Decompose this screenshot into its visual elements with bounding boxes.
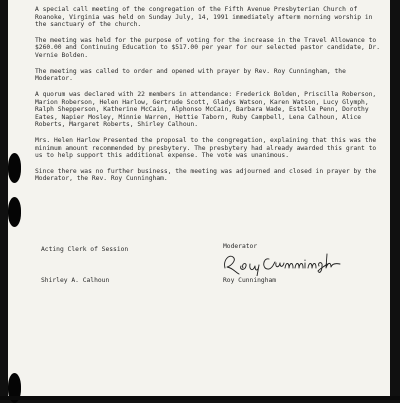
minutes-body	[35, 6, 380, 191]
paragraph-purpose: The meeting was held for the purpose of voting for the increase in the Travel Allowance to $260.00 and Continuing Education to $517.00 per year for our selected pastor candidate, Dr. Vernie Bolden.	[35, 36, 380, 59]
moderator-name: Roy Cunningham	[223, 277, 277, 284]
binder-hole-top	[8, 153, 21, 183]
paragraph-call-to-order: The meeting was called to order and opened with prayer by Rev. Roy Cunningham, the Moderator.	[35, 67, 346, 83]
paper-sheet	[8, 0, 390, 400]
binder-hole-middle	[8, 197, 21, 227]
paragraph-quorum: A quorum was declared with 22 members in attendance: Frederick Bolden, Priscilla Roberson, Marion Roberson, Helen Harlow, Gertrude Scott, Gladys Watson, Karen Watson, Lucy Glymph, Ralph Shepperson, Katherine McCain, Alphonso McCain, Barbara Wade, Estelle Penn, Dorothy Eates, Napier Mosley, Minnie Warren, Hettie Taborn, Ruby Campbell, Lena Calhoun, Alice Roberts, Margaret Roberts, Shirley Calhoun.	[35, 91, 377, 129]
paragraph-opening: A special call meeting of the congregation of the Fifth Avenue Presbyterian Church of Roanoke, Virginia was held on Sunday July, 14, 1991 immediately afterm morning worship in the sanctuary of the church.	[35, 6, 373, 28]
moderator-handwritten-signature	[219, 250, 344, 276]
paragraph-proposal: Mrs. Helen Harlow Presented the proposal to the congregation, explaining that this was the minimum amount recommended by presbytery. The presbytery had already awarded this grant to us to help support this additional expense. The vote was unanimous.	[35, 137, 377, 160]
moderator-role-label: Moderator	[223, 243, 258, 250]
clerk-name: Shirley A. Calhoun	[41, 277, 110, 284]
clerk-role-label: Acting Clerk of Session	[41, 246, 129, 253]
paragraph-adjournment: Since there was no further business, the meeting was adjourned and closed in prayer by the Moderator, the Rev. Roy Cunningham.	[35, 167, 377, 183]
scan-bottom-edge	[0, 396, 400, 400]
signature-block	[35, 226, 380, 286]
